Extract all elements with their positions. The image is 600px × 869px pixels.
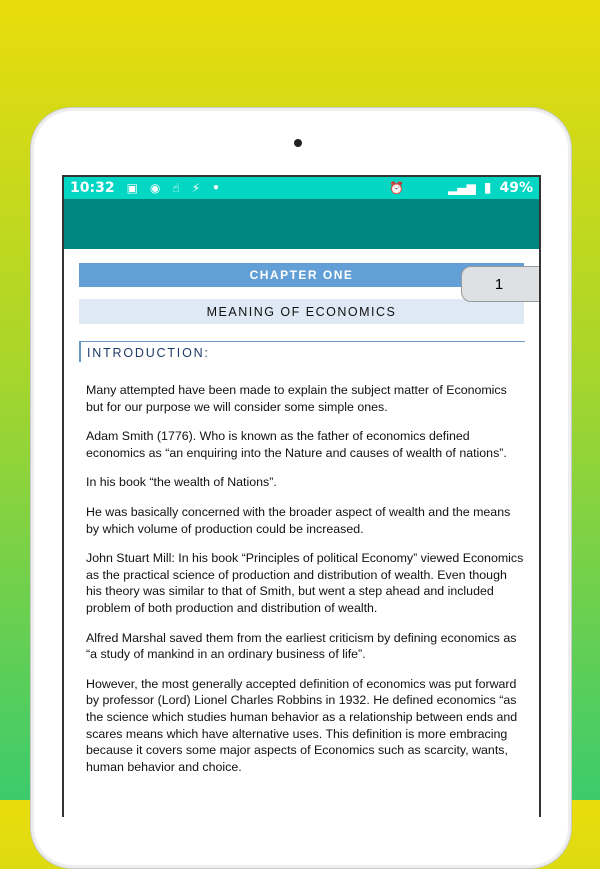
- alarm-icon: ⏰: [389, 181, 405, 195]
- paragraph: However, the most generally accepted definition of economics was put forward by professor (Lord) Lionel Charles Robbins in 1932. He defined economics “as the science which studies human behavior as a relationship between ends and scares means which have alternative uses. This definition is more embracing because it covers some major aspects of Economics such as scarcity, wants, human behavior and choice.: [86, 676, 518, 774]
- chapter-heading: CHAPTER ONE: [79, 263, 524, 287]
- screenshot-icon: ▣: [126, 181, 138, 195]
- camera-icon: [294, 139, 302, 147]
- status-bar: [64, 177, 539, 199]
- battery-icon: ▮: [483, 180, 492, 196]
- paragraph: Alfred Marshal saved them from the earliest criticism by defining economics as “a study of mankind in an ordinary business of life”.: [86, 630, 517, 662]
- touch-icon: ☝: [172, 181, 180, 195]
- battery-level: 49%: [499, 180, 533, 196]
- paragraph: Adam Smith (1776). Who is known as the father of economics defined economics as “an enquiring into the Nature and causes of wealth of nations”.: [86, 429, 507, 460]
- hotspot-icon: ◉: [149, 181, 161, 195]
- paragraph: He was basically concerned with the broader aspect of wealth and the means by which volume of production could be increased.: [86, 504, 511, 536]
- status-time: 10:32: [70, 180, 115, 196]
- app-bar: [64, 199, 539, 249]
- paragraph: Many attempted have been made to explain the subject matter of Economics but for our purpose we will consider some simple ones.: [86, 383, 507, 414]
- charging-icon: ⚡: [191, 181, 201, 195]
- document-content: [64, 263, 539, 775]
- section-heading: INTRODUCTION:: [79, 341, 525, 362]
- paragraph: John Stuart Mill: In his book “Principles of political Economy” viewed Economics as the practical science of production and distribution of wealth. Even though his theory was similar to that of Smith, but went a step ahead and included problem of both production and distribution of wealth.: [86, 551, 524, 615]
- paragraph: In his book “the wealth of Nations”.: [86, 475, 277, 490]
- page-number-badge: 1: [461, 266, 541, 302]
- signal-icon: ▂▄▆: [448, 181, 476, 195]
- screen: [62, 175, 541, 817]
- page-title: MEANING OF ECONOMICS: [79, 299, 524, 324]
- dot-icon: •: [212, 181, 220, 195]
